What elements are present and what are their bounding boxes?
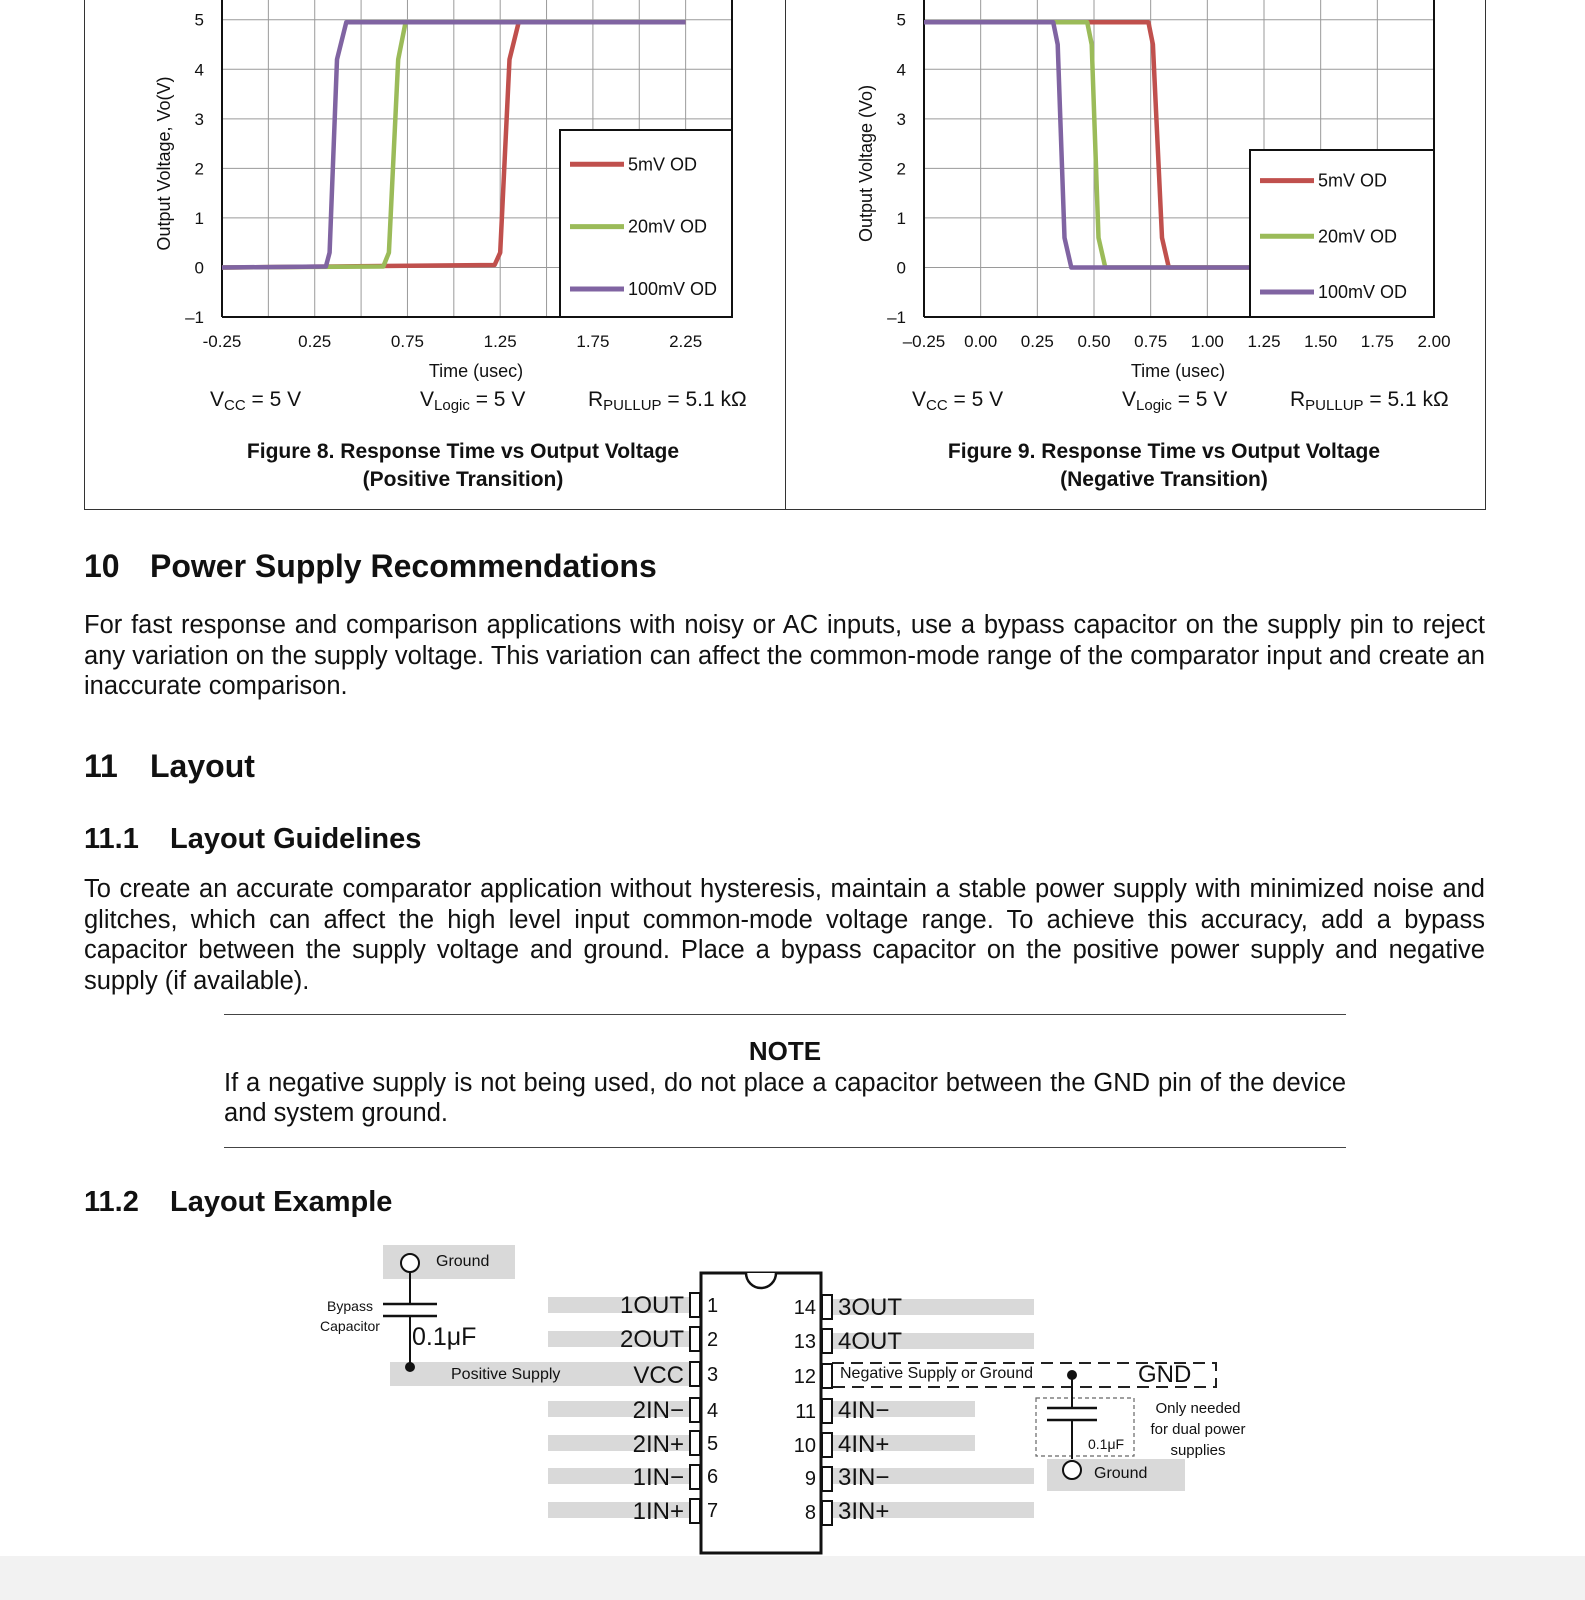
fig9-vlogic-condition: $V_{Logic} = 5$ V bbox=[1122, 388, 1228, 414]
pin-name-13: 4OUT bbox=[838, 1328, 903, 1355]
y-tick-label: 0 bbox=[194, 258, 204, 278]
x-tick-label: 0.75 bbox=[390, 332, 425, 351]
bypass-capacitor-label bbox=[318, 1296, 382, 1336]
figure-9-caption-line1: Figure 9. Response Time vs Output Voltage bbox=[947, 440, 1381, 463]
dual-supply-note bbox=[1140, 1398, 1256, 1461]
x-tick-label: -0.25 bbox=[202, 332, 242, 351]
pin-name-10: 4IN+ bbox=[838, 1431, 890, 1458]
pin-num-6: 6 bbox=[707, 1466, 719, 1488]
x-tick-label: 1.50 bbox=[1304, 332, 1338, 351]
pin-name-3: VCC bbox=[633, 1362, 684, 1389]
pin-num-2: 2 bbox=[707, 1329, 719, 1351]
bypass-junction-dot bbox=[405, 1362, 415, 1372]
section-11-2-heading bbox=[84, 1186, 392, 1219]
figure-8-caption bbox=[200, 438, 726, 494]
figure-9-caption-line2: (Negative Transition) bbox=[1060, 468, 1268, 491]
y-tick-label: 3 bbox=[194, 109, 204, 129]
bypass-label-line2: Capacitor bbox=[320, 1318, 380, 1334]
pin-pad-right-9 bbox=[822, 1467, 832, 1491]
positive-supply-label: Positive Supply bbox=[451, 1366, 561, 1383]
figures-divider bbox=[785, 0, 786, 510]
figure-9-caption bbox=[900, 438, 1428, 494]
note-title: NOTE bbox=[748, 1036, 822, 1066]
x-tick-label: 1.00 bbox=[1190, 332, 1224, 351]
negative-supply-label: Negative Supply or Ground bbox=[840, 1365, 1033, 1382]
ground-top-label: Ground bbox=[436, 1253, 490, 1270]
pin-num-12: 12 bbox=[793, 1366, 816, 1388]
pin-name-5: 2IN+ bbox=[632, 1431, 684, 1458]
pin-pad-right-12 bbox=[822, 1364, 832, 1388]
optional-cap-value: 0.1μF bbox=[1088, 1436, 1125, 1452]
section-11-1-body: To create an accurate comparator application without hysteresis, maintain a stable power supply with minimized noise and glitches, which can affect the high level input common-mode voltage range. To achieve this accuracy, add a bypass capacitor between the supply voltage and ground. Place a bypass capacitor on the positive power supply and negative supply (if available). bbox=[84, 875, 1485, 995]
x-axis-label: Time (usec) bbox=[1130, 361, 1226, 381]
dual-supply-note-line2: for dual power bbox=[1150, 1421, 1246, 1438]
section-10-title: Power Supply Recommendations bbox=[150, 548, 657, 584]
pin-pad-left-7 bbox=[690, 1499, 700, 1523]
legend-label: 100mV OD bbox=[628, 278, 718, 299]
pin-pad-left-5 bbox=[690, 1431, 700, 1455]
pin-num-7: 7 bbox=[707, 1500, 719, 1522]
ground-bottom-terminal-icon bbox=[1063, 1461, 1081, 1479]
y-tick-label: 5 bbox=[896, 10, 906, 30]
x-tick-label: 1.25 bbox=[483, 332, 517, 351]
legend-label: 5mV OD bbox=[1318, 170, 1388, 191]
figure-8-caption-line1: Figure 8. Response Time vs Output Voltage bbox=[246, 440, 680, 463]
ground-top-terminal-icon bbox=[401, 1254, 419, 1272]
pin-pad-right-8 bbox=[822, 1501, 832, 1525]
dual-supply-note-line3: supplies bbox=[1170, 1442, 1226, 1459]
y-tick-label: 1 bbox=[896, 208, 906, 228]
section-11-1-title: Layout Guidelines bbox=[170, 823, 422, 855]
pin-num-13: 13 bbox=[793, 1331, 816, 1353]
pin-name-2: 2OUT bbox=[619, 1326, 684, 1353]
pin-pad-left-6 bbox=[690, 1465, 700, 1489]
bypass-label-line1: Bypass bbox=[327, 1298, 373, 1314]
pin-pad-left-4 bbox=[690, 1398, 700, 1422]
section-11-number: 11 bbox=[84, 748, 118, 784]
pin-name-1: 1OUT bbox=[619, 1292, 684, 1319]
pin-num-5: 5 bbox=[707, 1433, 719, 1455]
pin-name-14: 3OUT bbox=[838, 1294, 903, 1321]
section-11-1-heading bbox=[84, 823, 421, 856]
pin-name-7: 1IN+ bbox=[632, 1498, 684, 1525]
y-tick-label: –1 bbox=[887, 308, 906, 327]
pin-num-1: 1 bbox=[707, 1295, 719, 1317]
dual-supply-note-line1: Only needed bbox=[1155, 1400, 1241, 1417]
pin-name-4: 2IN− bbox=[632, 1397, 684, 1424]
pin-pad-left-1 bbox=[690, 1293, 700, 1317]
section-10-body: For fast response and comparison applications with noisy or AC inputs, use a bypass capacitor on the supply pin to reject any variation on the supply voltage. This variation can affect the common-mode range of the comparator input and create an inaccurate comparison. bbox=[84, 611, 1485, 700]
section-11-1-number: 11.1 bbox=[84, 823, 139, 855]
fig8-rpullup-condition: $R_{PULLUP} = 5.1$ kΩ bbox=[588, 388, 747, 414]
y-axis-label: Output Voltage (Vo) bbox=[856, 84, 876, 243]
y-tick-label: 4 bbox=[896, 60, 906, 80]
legend-label: 5mV OD bbox=[628, 154, 698, 175]
fig8-vcc-condition: $V_{CC} = 5$ V bbox=[210, 388, 302, 414]
chart-figure-9 bbox=[840, 0, 1480, 390]
pin-pad-right-13 bbox=[822, 1329, 832, 1353]
fig9-rpullup-condition: $R_{PULLUP} = 5.1$ kΩ bbox=[1290, 388, 1449, 414]
pin-pad-right-14 bbox=[822, 1295, 832, 1319]
bypass-cap-value: 0.1μF bbox=[412, 1323, 477, 1351]
section-11-2-title: Layout Example bbox=[170, 1186, 393, 1218]
x-tick-label: 0.00 bbox=[964, 332, 998, 351]
page-bottom-strip bbox=[0, 1556, 1585, 1600]
x-tick-label: 0.25 bbox=[1020, 332, 1054, 351]
note-bottom-rule bbox=[224, 1147, 1346, 1148]
legend-label: 20mV OD bbox=[628, 216, 708, 237]
x-tick-label: 0.75 bbox=[1134, 332, 1168, 351]
x-tick-label: 2.00 bbox=[1417, 332, 1451, 351]
section-10-heading bbox=[84, 548, 657, 585]
fig9-vcc-condition: $V_{CC} = 5$ V bbox=[912, 388, 1004, 414]
pin-num-9: 9 bbox=[804, 1468, 816, 1490]
x-tick-label: 1.75 bbox=[1360, 332, 1394, 351]
fig8-vlogic-condition: $V_{Logic} = 5$ V bbox=[420, 388, 526, 414]
note-top-rule bbox=[224, 1014, 1346, 1015]
pin-pad-right-10 bbox=[822, 1433, 832, 1457]
pin-num-11: 11 bbox=[795, 1401, 816, 1423]
note-body: If a negative supply is not being used, do not place a capacitor between the GND pin of the device and system ground. bbox=[224, 1069, 1346, 1127]
pin-num-10: 10 bbox=[793, 1435, 816, 1457]
pin-name-8: 3IN+ bbox=[838, 1498, 890, 1525]
chart-figure-8 bbox=[140, 0, 780, 390]
x-tick-label: 2.25 bbox=[669, 332, 703, 351]
y-tick-label: 1 bbox=[194, 208, 204, 228]
section-11-2-number: 11.2 bbox=[84, 1186, 139, 1218]
section-10-number: 10 bbox=[84, 548, 120, 584]
pin-pad-right-11 bbox=[822, 1399, 832, 1423]
pin-name-11: 4IN− bbox=[838, 1397, 890, 1424]
y-tick-label: 0 bbox=[896, 258, 906, 278]
x-tick-label: 1.75 bbox=[576, 332, 610, 351]
x-tick-label: –0.25 bbox=[902, 332, 946, 351]
y-tick-label: –1 bbox=[185, 308, 204, 327]
section-11-heading bbox=[84, 748, 255, 785]
x-tick-label: 0.25 bbox=[298, 332, 332, 351]
figure-8-caption-line2: (Positive Transition) bbox=[362, 468, 564, 491]
y-tick-label: 5 bbox=[194, 10, 204, 30]
pin-pad-left-2 bbox=[690, 1327, 700, 1351]
x-tick-label: 0.50 bbox=[1077, 332, 1111, 351]
legend-label: 20mV OD bbox=[1318, 226, 1398, 247]
x-axis-label: Time (usec) bbox=[428, 361, 524, 381]
y-tick-label: 2 bbox=[194, 159, 204, 179]
pin-num-8: 8 bbox=[804, 1502, 816, 1524]
pin-name-9: 3IN− bbox=[838, 1464, 890, 1491]
ground-bottom-label: Ground bbox=[1094, 1465, 1148, 1482]
y-axis-label: Output Voltage, Vo(V) bbox=[154, 76, 174, 251]
x-tick-label: 1.25 bbox=[1247, 332, 1281, 351]
pin-num-14: 14 bbox=[793, 1297, 816, 1319]
legend-label: 100mV OD bbox=[1318, 281, 1408, 302]
y-tick-label: 3 bbox=[896, 109, 906, 129]
section-11-title: Layout bbox=[150, 748, 255, 784]
y-tick-label: 4 bbox=[194, 60, 204, 80]
pin-pad-left-3 bbox=[690, 1362, 700, 1386]
pin-name-12: GND bbox=[1138, 1361, 1192, 1388]
pin-num-4: 4 bbox=[707, 1400, 719, 1422]
pin-num-3: 3 bbox=[707, 1364, 719, 1386]
y-tick-label: 2 bbox=[896, 159, 906, 179]
pin-name-6: 1IN− bbox=[632, 1464, 684, 1491]
